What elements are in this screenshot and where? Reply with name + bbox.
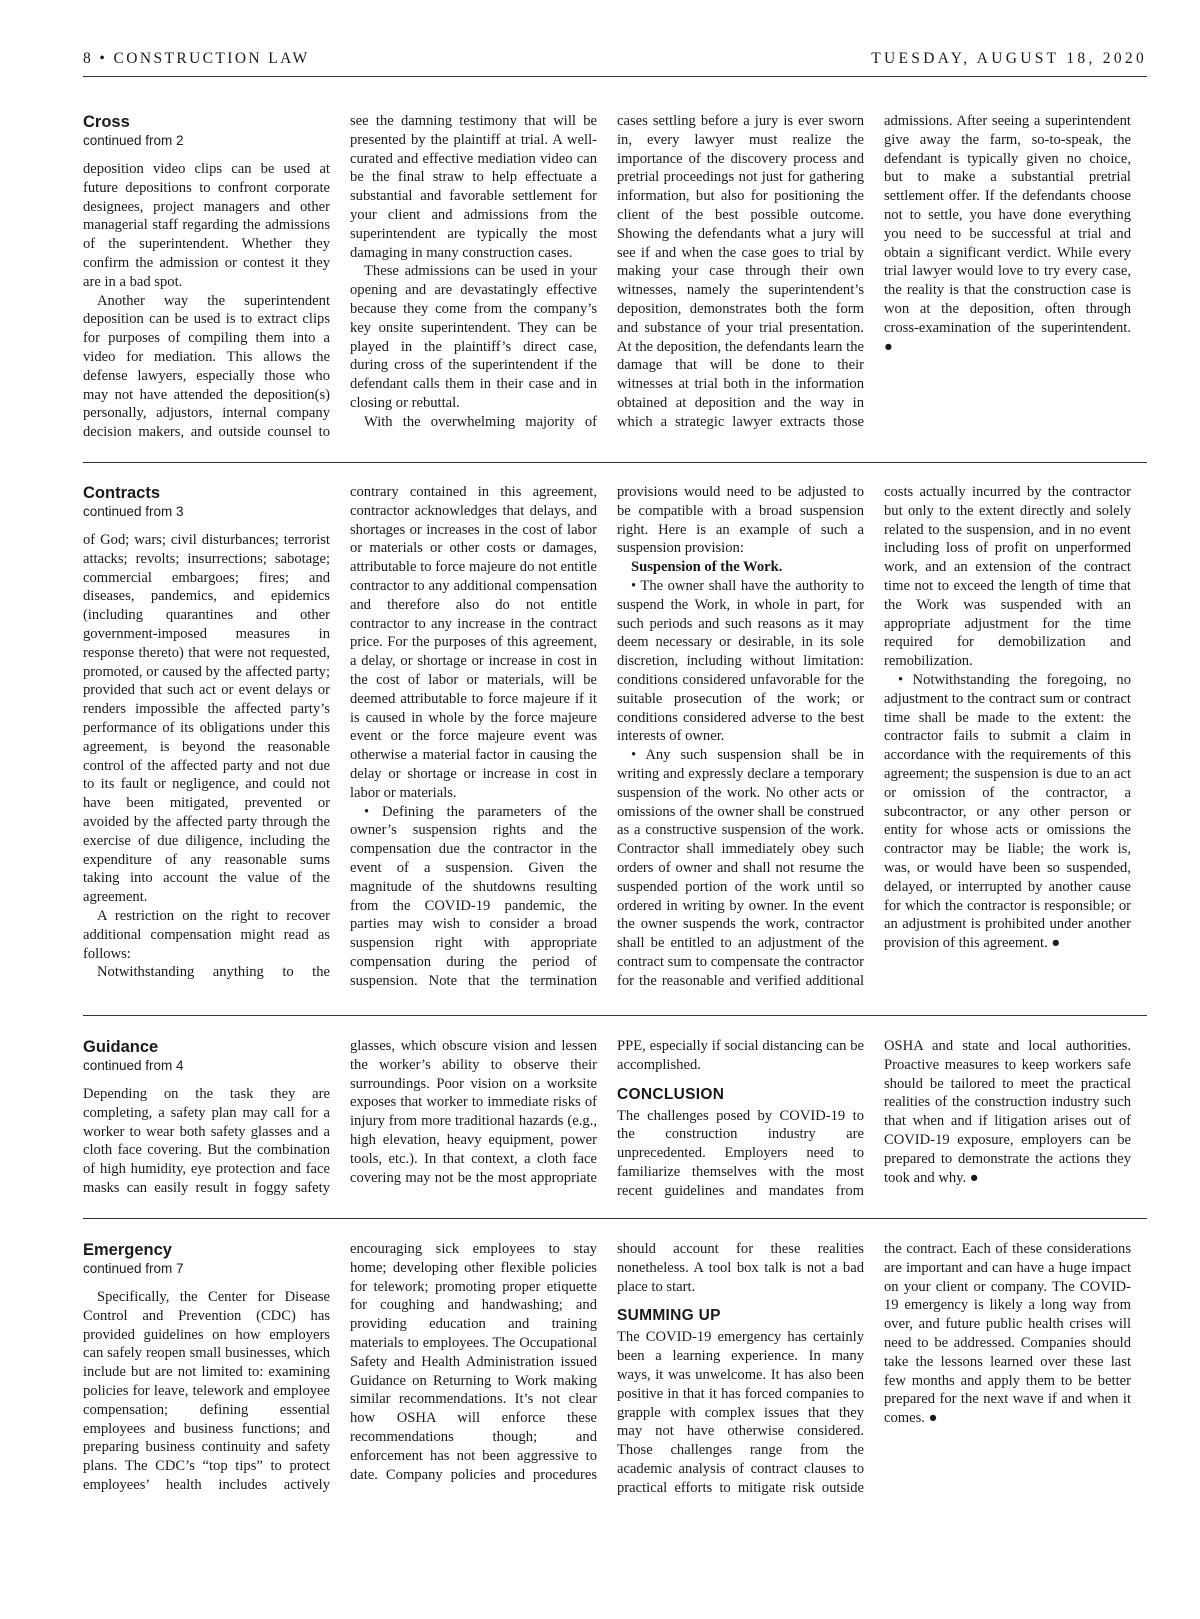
paragraph: encouraging sick employees to stay home; developing other flexible policies for telework; promoting proper etiquette for coughing and handwashing; and providing education and training materials to employees. The Occupational Safety and Health Administration issued Guidance on Returning to Work making similar recommendations. It’s not clear how OSHA will enforce these recommendations though; and enforcement has not been aggressive to date. Company policies and procedures: [350, 1241, 597, 1483]
paragraph: provisions would need to be adjusted to be compatible with a broad suspension right. Here is an example of such a suspension provision:: [617, 484, 864, 557]
column-2: [350, 1240, 597, 1484]
paragraph: A restriction on the right to recover additional compensation might read as follows:: [83, 907, 330, 962]
article-title: Emergency: [83, 1241, 172, 1259]
column-2: [350, 1037, 597, 1187]
section-rule: [83, 1218, 1147, 1219]
article-title: Guidance: [83, 1038, 159, 1056]
section-rule: [83, 1015, 1147, 1016]
subhead: CONCLUSION: [617, 1085, 725, 1103]
column-1: [83, 483, 330, 982]
paragraph: The COVID-19 emergency has certainly been a learning experience. In many ways, it was unwelcome. It has also been positive in that it has forced companies to grapple with complex issues that they may not have otherwise considered. Those challenges range from the academic analysis of contract clauses to practical efforts to mitigate risk outside: [617, 1329, 864, 1496]
header-rule: [83, 76, 1147, 77]
column-1: [83, 1240, 330, 1495]
paragraph: the contract. Each of these considerations are important and can have a huge impact on your client or company. The COVID-19 emergency is likely a long way from over, and future public health crises will need to be addressed. Companies should take the lessons learned over these last few months and apply them to be better prepared for the next wave if and when it comes. ●: [884, 1241, 1131, 1427]
paragraph: • Notwithstanding the foregoing, no adjustment to the contract sum or contract time shall be made to the extent: the contractor fails to submit a claim in accordance with the requirements of this agreement; the suspension is due to an act or omission of the contractor, a subcontractor, or any other person or entity for whose acts or omissions the contractor may be liable; the work is, was, or would have been so suspended, delayed, or interrupted by another cause for which the contractor is responsible; or an adjustment is prohibited under another provision of this agreement. ●: [884, 671, 1131, 952]
column-3: [617, 112, 864, 432]
subhead: SUMMING UP: [617, 1307, 721, 1325]
continued-note: continued from 7: [83, 1261, 184, 1276]
column-2: [350, 112, 597, 432]
section-rule: [83, 462, 1147, 463]
column-1: [83, 1037, 330, 1198]
paragraph: admissions. After seeing a superintendent give away the farm, so-to-speak, the defendant is typically given no choice, but to make a substantial pretrial settlement offer. If the defendants choose not to settle, you have done everything you need to be successful at trial and obtain a significant verdict. While every trial lawyer would love to try every case, the reality is that the construction case is won at the deposition, often through cross-examination of the superintendent. ●: [884, 113, 1131, 355]
column-3: [617, 1240, 864, 1498]
column-4: [884, 1037, 1131, 1187]
continued-note: continued from 3: [83, 504, 184, 519]
paragraph: These admissions can be used in your opening and are devastatingly effective because they come from the company’s key onsite superintendent. They can be played in the plaintiff’s direct case, during cross of the superintendent if the defendant calls them in their case and in closing or rebuttal.: [350, 263, 597, 411]
paragraph: • The owner shall have the authority to suspend the Work, in whole in part, for such periods and such reasons as it may deem necessary or desirable, in its sole discretion, including without limitation: conditions considered unfavorable for the suitable prosecution of the work; or conditions considered adverse to the best interests of owner.: [617, 577, 864, 745]
article-title: Contracts: [83, 484, 161, 502]
running-head: [83, 50, 1147, 72]
column-3: [617, 1037, 864, 1201]
paragraph: costs actually incurred by the contractor but only to the extent directly and solely related to the suspension, and in no event including loss of profit on unperformed work, and an extension of the contract time not to exceed the length of time that the Work was suspended with an appropriate adjustment for the time required for demobilization and remobilization.: [884, 484, 1131, 670]
paragraph: Notwithstanding anything to the: [97, 964, 330, 981]
paragraph: Another way the superintendent deposition can be used is to extract clips for purposes of compiling them into a video for mediation. This allows the defense lawyers, especially those who may not have attended the deposition(s) personally, adjustors, internal company decision makers, and outside counsel to: [83, 292, 330, 441]
paragraph: Specifically, the Center for Disease Control and Prevention (CDC) has provided guidelines on how employers can safely reopen small businesses, which include but are not limited to: examining policies for leave, telework and employee compensation; defining essential employees and business functions; and preparing business continuity and safety plans. The CDC’s “top tips” to protect employees’ health includes actively: [83, 1289, 330, 1493]
paragraph: should account for these realities nonetheless. A tool box talk is not a bad place to start.: [617, 1241, 864, 1295]
continued-note: continued from 4: [83, 1058, 184, 1073]
paragraph: Depending on the task they are completing, a safety plan may call for a worker to wear both safety glasses and a cloth face covering. But the combination of high humidity, eye protection and face masks can easily result in foggy safety: [83, 1086, 330, 1196]
continued-note: continued from 2: [83, 133, 184, 148]
paragraph: The challenges posed by COVID-19 to the construction industry are unprecedented. Employers need to familiarize themselves with the most recent guidelines and mandates from: [617, 1107, 864, 1199]
column-2: [350, 483, 597, 991]
paragraph: contrary contained in this agreement, contractor acknowledges that delays, and shortages or increases in the cost of labor or materials or other costs or damages, attributable to force majeure do not entitle contractor to any additional compensation and therefore also do not entitle contractor to any increase in the contract price. For the purposes of this agreement, a delay, or shortage or increase in cost in the cost of labor or materials, will be deemed attributable to force majeure if it is caused in whole by the force majeure event or the force majeure event was otherwise a material factor in causing the delay or shortage or increase in cost in labor or materials.: [350, 484, 597, 801]
issue-date: TUESDAY, AUGUST 18, 2020: [871, 50, 1147, 67]
article-title: Cross: [83, 113, 130, 131]
column-3: [617, 483, 864, 991]
column-1: [83, 112, 330, 442]
column-4: [884, 483, 1131, 953]
paragraph: PPE, especially if social distancing can be accomplished.: [617, 1038, 864, 1073]
paragraph: • Any such suspension shall be in writing and expressly declare a temporary suspension of the work. No other acts or omissions of the owner shall be construed as a constructive suspension of the work. Contractor shall immediately obey such orders of owner and shall not resume the suspended portion of the work until so ordered in writing by owner. In the event the owner suspends the work, contractor shall be entitled to an adjustment of the contract sum to compensate the contractor for the reasonable and verified additional: [617, 747, 864, 989]
paragraph: see the damning testimony that will be presented by the plaintiff at trial. A well-curated and effective mediation video can be the final straw to help effectuate a substantial and favorable settlement for your client and admissions from the superintendent are typically the most damaging in many construction cases.: [350, 113, 597, 261]
subsection-label: Suspension of the Work.: [631, 559, 783, 576]
paragraph: deposition video clips can be used at future depositions to confront corporate designees, project managers and other managerial staff regarding the admissions of the superintendent. Whether they confirm the admission or contest it they are in a bad spot.: [83, 161, 330, 290]
paragraph: of God; wars; civil disturbances; terrorist attacks; revolts; insurrections; sabotage; commercial embargoes; fires; and diseases, pandemics, and epidemics (including quarantines and other government-imposed measures in response thereto) that were not requested, promoted, or caused by the affected party; provided that such act or event delays or renders impossible the affected party’s performance of its obligations under this agreement, is beyond the reasonable control of the affected party and not due to its fault or negligence, and could not have been mitigated, prevented or avoided by the affected party through the exercise of due diligence, including the expenditure of any reasonable sums taking into account the value of the agreement.: [83, 532, 330, 906]
newspaper-page: [83, 0, 1147, 1619]
column-4: [884, 112, 1131, 356]
paragraph: cases settling before a jury is ever sworn in, every lawyer must realize the importance of the discovery process and pretrial proceedings not just for gathering information, but also for positioning the client of the best possible outcome. Showing the defendants what a jury will see if and when the case goes to trial by making your case through their own witnesses, namely the superintendent’s deposition, demonstrates both the form and substance of your trial presentation. At the deposition, the defendants learn the damage that will be done to their witnesses at trial both in the information obtained at deposition and the way in which a strategic lawyer extracts those: [617, 113, 864, 430]
paragraph: With the overwhelming majority of: [364, 413, 597, 430]
column-4: [884, 1240, 1131, 1428]
page-section-label: 8 • CONSTRUCTION LAW: [83, 50, 310, 67]
paragraph: OSHA and state and local authorities. Proactive measures to keep workers safe should be tailored to meet the practical realities of the construction industry such that when and if litigation arises out of COVID-19 exposure, employers can be prepared to demonstrate the actions they took and why. ●: [884, 1038, 1131, 1186]
paragraph: glasses, which obscure vision and lessen the worker’s ability to observe their surroundings. Poor vision on a worksite exposes that worker to immediate risks of injury from more traditional hazards (e.g., high elevation, heavy equipment, power tools, etc.). In that context, a cloth face covering may not be the most appropriate: [350, 1038, 597, 1186]
paragraph: • Defining the parameters of the owner’s suspension rights and the compensation due the contractor in the event of a suspension. Given the magnitude of the shutdowns resulting from the COVID-19 pandemic, the parties may wish to consider a broad suspension right with appropriate compensation during the period of suspension. Note that the termination: [350, 803, 597, 989]
